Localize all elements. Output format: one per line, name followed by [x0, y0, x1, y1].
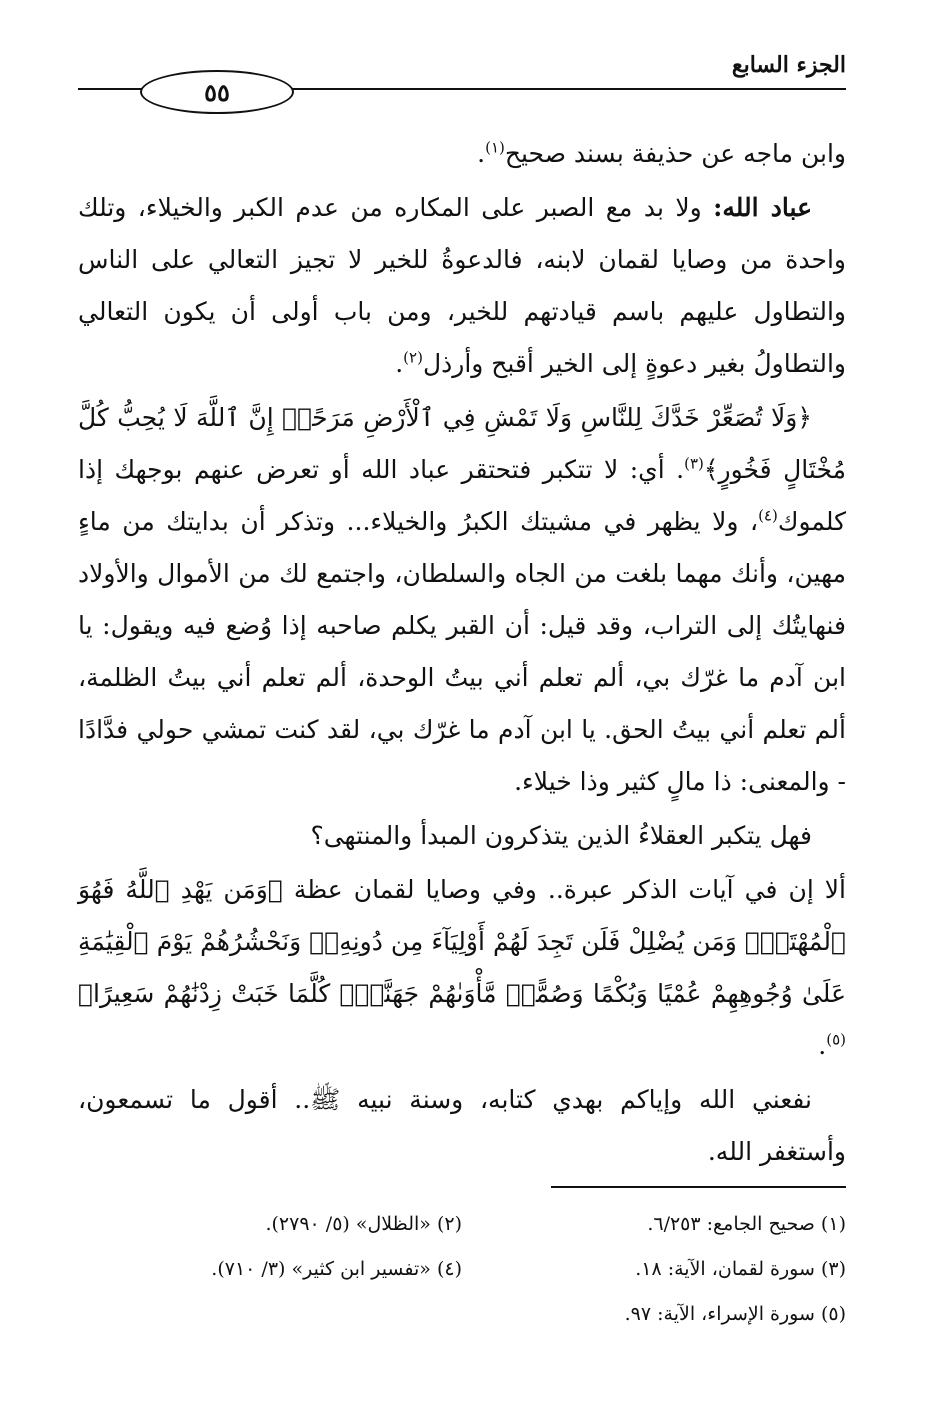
footnote-4: (٤) «تفسير ابن كثير» (٣/ ٧١٠). [211, 1258, 462, 1280]
page-body [78, 128, 846, 1178]
footnote-row [78, 1292, 846, 1337]
paragraph-5 [78, 864, 846, 1072]
footnote-row [78, 1247, 846, 1292]
footnotes [78, 1202, 846, 1337]
paragraph-text: وابن ماجه عن حذيفة بسند صحيح [504, 139, 846, 168]
chapter-title: الجزء السابع [731, 52, 846, 78]
footnote-marker: (٢) [403, 348, 423, 367]
paragraph-tail: . [477, 139, 486, 168]
paragraph-2 [78, 182, 846, 390]
paragraph-text: . أي: لا تتكبر فتحتقر عباد الله أو تعرض عنهم بوجهك إذا كلموك [78, 455, 846, 536]
footnote-5: (٥) سورة الإسراء، الآية: ٩٧. [624, 1303, 846, 1325]
paragraph-tail: . [818, 1031, 827, 1060]
paragraph-text: ، ولا يظهر في مشيتك الكبرُ والخيلاء... وتذكر أن بدايتك من ماءٍ مهين، وأنك مهما بلغت من الجاه والسلطان، واجتمع لك من الأموال والأولاد فنهايتُك إلى التراب، وقد قيل: أن القبر يكلم صاحبه إذا وُضع فيه ويقول: يا ابن آدم ما غرّك بي، ألم تعلم أني بيتُ الوحدة، ألم تعلم أني بيتُ الظلمة، ألم تعلم أني بيتُ الحق. يا ابن آدم ما غرّك بي، لقد كنت تمشي حولي فدَّادًا - والمعنى: ذا مالٍ كثير وذا خيلاء. [78, 507, 846, 796]
quran-verse: ﴿وَلَا تُصَعِّرْ خَدَّكَ لِلنَّاسِ وَلَا تَمْشِ فِي ٱلْأَرْضِ مَرَحًاۖ إِنَّ ٱللَّهَ لَا يُحِبُّ كُلَّ مُخْتَالٍ فَخُورٍ﴾ [78, 403, 846, 484]
paragraph-3 [78, 392, 846, 808]
paragraph-text: ألا إن في آيات الذكر عبرة.. وفي وصايا لقمان عظة [282, 875, 846, 904]
footnote-marker: (١) [485, 138, 505, 157]
paragraph-lead: عباد الله: [713, 193, 813, 222]
paragraph-1 [78, 128, 846, 180]
footnote-row [78, 1202, 846, 1247]
footnote-3: (٣) سورة لقمان، الآية: ١٨. [635, 1258, 846, 1280]
paragraph-6 [78, 1074, 846, 1178]
footnote-marker: (٣) [684, 454, 704, 473]
paragraph-text: ولا بد مع الصبر على المكاره من عدم الكبر والخيلاء، وتلك واحدة من وصايا لقمان لابنه، فالدعوةُ للخير لا تجيز التعالي على الناس والتطاول عليهم باسم قيادتهم للخير، ومن باب أولى أن يكون التعالي والتطاولُ بغير دعوةٍ إلى الخير أقبح وأرذل [78, 193, 846, 378]
page-number-badge: ٥٥ [140, 70, 294, 114]
paragraph-tail: . [395, 349, 404, 378]
footnote-1: (١) صحيح الجامع: ٦/٢٥٣. [647, 1213, 846, 1235]
paragraph-text: فهل يتكبر العقلاءُ الذين يتذكرون المبدأ والمنتهى؟ [310, 821, 812, 850]
paragraph-text: نفعني الله وإياكم بهدي كتابه، وسنة نبيه ﷺ.. أقول ما تسمعون، وأستغفر الله. [78, 1085, 846, 1166]
footnote-separator [551, 1186, 846, 1188]
footnote-marker: (٥) [826, 1030, 846, 1049]
footnote-marker: (٤) [758, 506, 778, 525]
footnote-2: (٢) «الظلال» (٥/ ٢٧٩٠). [265, 1213, 462, 1235]
paragraph-4 [78, 810, 846, 862]
quran-verse: ﴿وَمَن يَهْدِ ٱللَّهُ فَهُوَ ٱلْمُهْتَدِۖ وَمَن يُضْلِلْ فَلَن تَجِدَ لَهُمْ أَوْلِيَآءَ مِن دُونِهِۦۖ وَنَحْشُرُهُمْ يَوْمَ ٱلْقِيَٰمَةِ عَلَىٰ وُجُوهِهِمْ عُمْيًا وَبُكْمًا وَصُمًّاۖ مَّأْوَىٰهُمْ جَهَنَّمُۖ كُلَّمَا خَبَتْ زِدْنَٰهُمْ سَعِيرًا﴾ [78, 875, 846, 1008]
